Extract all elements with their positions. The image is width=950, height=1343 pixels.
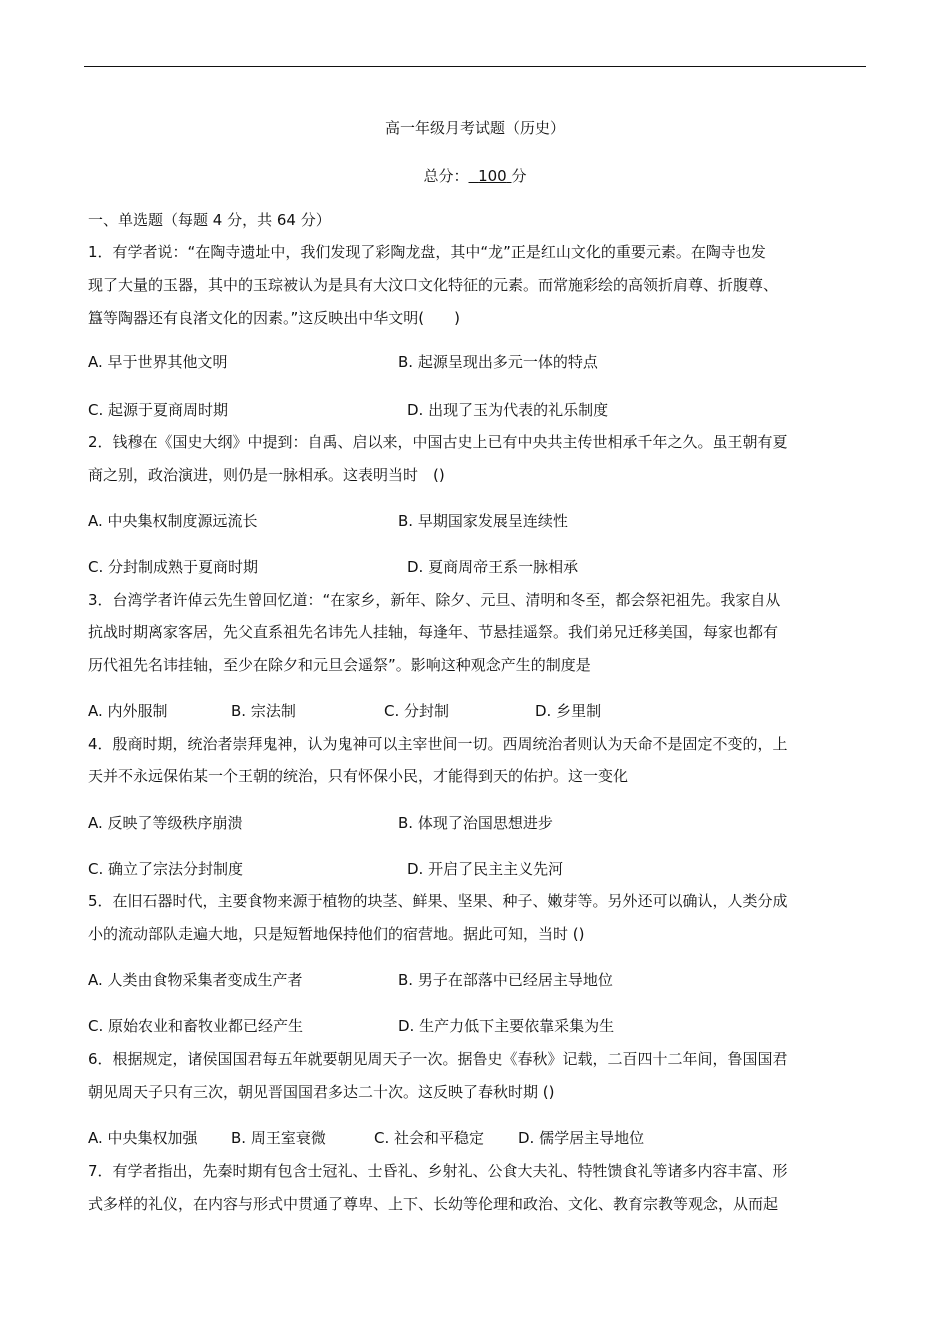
q1-option-a[interactable]: A. 早于世界其他文明 bbox=[88, 353, 228, 371]
score-unit: 分 bbox=[511, 167, 527, 185]
q4-option-b[interactable]: B. 体现了治国思想进步 bbox=[398, 814, 553, 832]
q4-option-d[interactable]: D. 开启了民主主义先河 bbox=[407, 860, 564, 878]
q5-line-2: 小的流动部队走遍大地，只是短暂地保持他们的宿营地。据此可知，当时 () bbox=[88, 925, 585, 943]
q4-line-1: 4．殷商时期，统治者崇拜鬼神，认为鬼神可以主宰世间一切。西周统治者则认为天命不是固定不变的，上 bbox=[88, 735, 788, 753]
q3-option-a[interactable]: A. 内外服制 bbox=[88, 702, 168, 720]
section-heading: 一、单选题（每题 4 分，共 64 分） bbox=[88, 211, 331, 229]
q3-line-3: 历代祖先名讳挂轴，至少在除夕和元旦会遥祭”。影响这种观念产生的制度是 bbox=[88, 656, 591, 674]
q5-option-d[interactable]: D. 生产力低下主要依靠采集为生 bbox=[398, 1017, 615, 1035]
q6-option-b[interactable]: B. 周王室衰微 bbox=[231, 1129, 326, 1147]
q7-line-1: 7．有学者指出，先秦时期有包含士冠礼、士昏礼、乡射礼、公食大夫礼、特牲馈食礼等诸多内容丰富、形 bbox=[88, 1162, 788, 1180]
q2-option-d[interactable]: D. 夏商周帝王系一脉相承 bbox=[407, 558, 579, 576]
q3-option-d[interactable]: D. 乡里制 bbox=[535, 702, 602, 720]
q1-option-b[interactable]: B. 起源呈现出多元一体的特点 bbox=[398, 353, 598, 371]
q7-line-2: 式多样的礼仪，在内容与形式中贯通了尊卑、上下、长幼等伦理和政治、文化、教育宗教等观念，从而起 bbox=[88, 1195, 779, 1213]
q1-line-2: 现了大量的玉器，其中的玉琮被认为是具有大汶口文化特征的元素。而常施彩绘的高领折肩尊、折腹尊、 bbox=[88, 276, 779, 294]
q4-line-2: 天并不永远保佑某一个王朝的统治，只有怀保小民，才能得到天的佑护。这一变化 bbox=[88, 767, 629, 785]
q6-line-2: 朝见周天子只有三次，朝见晋国国君多达二十次。这反映了春秋时期 () bbox=[88, 1083, 555, 1101]
q6-line-1: 6．根据规定，诸侯国国君每五年就要朝见周天子一次。据鲁史《春秋》记载，二百四十二年间，鲁国国君 bbox=[88, 1050, 788, 1068]
q6-option-c[interactable]: C. 社会和平稳定 bbox=[374, 1129, 485, 1147]
q6-option-d[interactable]: D. 儒学居主导地位 bbox=[518, 1129, 645, 1147]
q2-option-b[interactable]: B. 早期国家发展呈连续性 bbox=[398, 512, 568, 530]
q2-line-2: 商之别，政治演进，则仍是一脉相承。这表明当时 () bbox=[88, 466, 445, 484]
q1-option-d[interactable]: D. 出现了玉为代表的礼乐制度 bbox=[407, 401, 609, 419]
q3-option-c[interactable]: C. 分封制 bbox=[384, 702, 450, 720]
q1-line-1: 1．有学者说：“在陶寺遗址中，我们发现了彩陶龙盘，其中“龙”正是红山文化的重要元素。在陶寺也发 bbox=[88, 243, 766, 261]
q4-option-c[interactable]: C. 确立了宗法分封制度 bbox=[88, 860, 244, 878]
q5-option-c[interactable]: C. 原始农业和畜牧业都已经产生 bbox=[88, 1017, 304, 1035]
score-label: 总分： bbox=[423, 167, 469, 185]
q3-line-2: 抗战时期离家客居，先父直系祖先名讳先人挂轴，每逢年、节悬挂遥祭。我们弟兄迁移美国，每家也都有 bbox=[88, 623, 779, 641]
q3-option-b[interactable]: B. 宗法制 bbox=[231, 702, 296, 720]
q2-option-c[interactable]: C. 分封制成熟于夏商时期 bbox=[88, 558, 259, 576]
q2-line-1: 2．钱穆在《国史大纲》中提到：自禹、启以来，中国古史上已有中央共主传世相承千年之久。虽王朝有夏 bbox=[88, 433, 788, 451]
q6-option-a[interactable]: A. 中央集权加强 bbox=[88, 1129, 198, 1147]
q3-line-1: 3．台湾学者许倬云先生曾回忆道：“在家乡，新年、除夕、元旦、清明和冬至，都会祭祀祖先。我家自从 bbox=[88, 591, 781, 609]
q5-option-b[interactable]: B. 男子在部落中已经居主导地位 bbox=[398, 971, 613, 989]
q1-option-c[interactable]: C. 起源于夏商周时期 bbox=[88, 401, 229, 419]
header-rule bbox=[84, 66, 866, 67]
q4-option-a[interactable]: A. 反映了等级秩序崩溃 bbox=[88, 814, 243, 832]
q5-line-1: 5．在旧石器时代，主要食物来源于植物的块茎、鲜果、坚果、种子、嫩芽等。另外还可以确认，人类分成 bbox=[88, 892, 788, 910]
total-score bbox=[0, 165, 950, 186]
q5-option-a[interactable]: A. 人类由食物采集者变成生产者 bbox=[88, 971, 303, 989]
score-value: 100 bbox=[478, 167, 507, 185]
q1-line-3: 簋等陶器还有良渚文化的因素。”这反映出中华文明( ) bbox=[88, 309, 460, 327]
exam-title: 高一年级月考试题（历史） bbox=[384, 119, 565, 137]
q2-option-a[interactable]: A. 中央集权制度源远流长 bbox=[88, 512, 258, 530]
